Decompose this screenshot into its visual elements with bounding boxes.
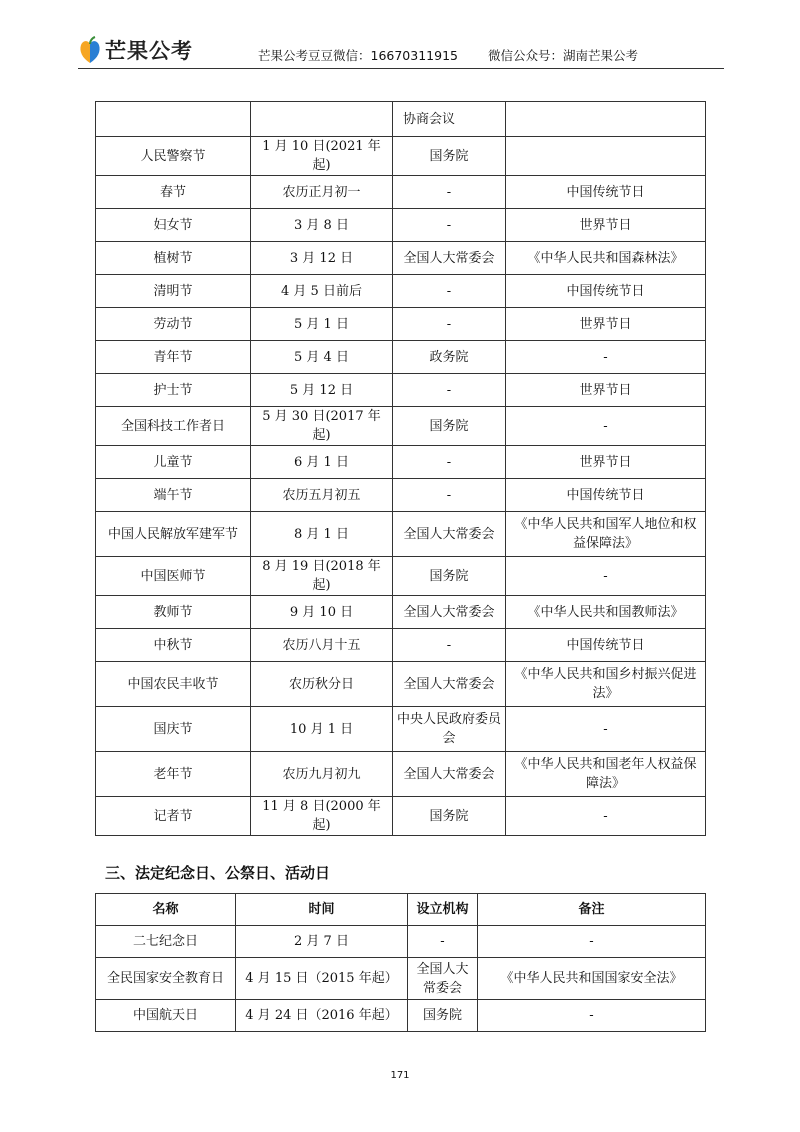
cell-institution: 全国人大常委会 [393,662,506,707]
header-public-account: 微信公众号：湖南芒果公考 [488,48,639,63]
cell-notes: 《中华人民共和国国家安全法》 [478,958,706,1000]
cell-institution: - [393,629,506,662]
table-row [96,176,706,209]
table-row [96,137,706,176]
cell-date [251,102,393,137]
cell-notes: - [506,341,706,374]
cell-institution: 全国人大常委会 [393,512,506,557]
page-header [78,34,724,69]
cell-name: 人民警察节 [96,137,251,176]
column-header-notes: 备注 [478,894,706,926]
table-row [96,479,706,512]
cell-notes [506,137,706,176]
column-header-time: 时间 [236,894,408,926]
cell-name [96,102,251,137]
cell-name: 青年节 [96,341,251,374]
cell-institution: 国务院 [393,557,506,596]
holiday-table [95,101,706,836]
cell-date: 农历八月十五 [251,629,393,662]
cell-institution: - [393,446,506,479]
cell-institution: 国务院 [393,797,506,836]
cell-date: 10 月 1 日 [251,707,393,752]
table-row [96,797,706,836]
cell-name: 中国航天日 [96,1000,236,1032]
cell-institution: - [393,176,506,209]
cell-notes: - [506,557,706,596]
cell-name: 妇女节 [96,209,251,242]
section-title: 三、法定纪念日、公祭日、活动日 [105,864,331,882]
cell-notes: - [478,926,706,958]
cell-name: 全民国家安全教育日 [96,958,236,1000]
cell-date: 4 月 5 日前后 [251,275,393,308]
table-row [96,308,706,341]
table-row [96,341,706,374]
cell-institution: - [393,308,506,341]
cell-date: 农历五月初五 [251,479,393,512]
cell-name: 清明节 [96,275,251,308]
cell-name: 记者节 [96,797,251,836]
cell-institution: - [393,374,506,407]
table-row [96,557,706,596]
cell-notes: 《中华人民共和国森林法》 [506,242,706,275]
cell-notes: 中国传统节日 [506,275,706,308]
cell-date: 农历正月初一 [251,176,393,209]
cell-notes: 中国传统节日 [506,176,706,209]
memorial-day-table-body [96,926,706,1032]
cell-date: 4 月 24 日（2016 年起） [236,1000,408,1032]
page-number: 171 [390,1070,410,1081]
cell-date: 8 月 1 日 [251,512,393,557]
cell-notes [506,102,706,137]
cell-name: 端午节 [96,479,251,512]
cell-name: 植树节 [96,242,251,275]
table-row [96,446,706,479]
cell-institution: 全国人大常委会 [393,242,506,275]
cell-date: 3 月 12 日 [251,242,393,275]
cell-date: 5 月 1 日 [251,308,393,341]
cell-name: 二七纪念日 [96,926,236,958]
logo-text: 芒果公考 [105,39,193,63]
cell-name: 教师节 [96,596,251,629]
cell-institution: 中央人民政府委员会 [393,707,506,752]
table-row [96,102,706,137]
column-header-institution: 设立机构 [408,894,478,926]
cell-notes: 《中华人民共和国军人地位和权益保障法》 [506,512,706,557]
cell-institution: - [408,926,478,958]
cell-notes: 《中华人民共和国教师法》 [506,596,706,629]
cell-name: 护士节 [96,374,251,407]
cell-name: 儿童节 [96,446,251,479]
cell-name: 中秋节 [96,629,251,662]
cell-notes: 世界节日 [506,374,706,407]
cell-institution: 协商会议 [393,102,506,137]
table-row [96,209,706,242]
cell-name: 中国农民丰收节 [96,662,251,707]
table-row [96,1000,706,1032]
table-row [96,275,706,308]
table-row [96,596,706,629]
cell-date: 6 月 1 日 [251,446,393,479]
cell-date: 5 月 12 日 [251,374,393,407]
cell-date: 农历秋分日 [251,662,393,707]
cell-notes: 中国传统节日 [506,479,706,512]
cell-institution: 全国人大常委会 [408,958,478,1000]
cell-notes: 中国传统节日 [506,629,706,662]
table-row [96,242,706,275]
cell-name: 中国人民解放军建军节 [96,512,251,557]
cell-date: 8 月 19 日(2018 年起) [251,557,393,596]
cell-institution: - [393,479,506,512]
cell-date: 4 月 15 日（2015 年起） [236,958,408,1000]
cell-notes: 世界节日 [506,446,706,479]
table-row [96,958,706,1000]
cell-date: 9 月 10 日 [251,596,393,629]
cell-name: 春节 [96,176,251,209]
cell-name: 国庆节 [96,707,251,752]
logo [78,36,193,64]
table-row [96,926,706,958]
cell-institution: 国务院 [393,407,506,446]
holiday-table-body [96,102,706,836]
cell-notes: - [506,797,706,836]
cell-notes: 《中华人民共和国乡村振兴促进法》 [506,662,706,707]
cell-notes: 世界节日 [506,209,706,242]
cell-notes: 《中华人民共和国老年人权益保障法》 [506,752,706,797]
header-wechat-contact: 芒果公考豆豆微信：16670311915 [258,48,458,63]
cell-notes: - [506,707,706,752]
cell-date: 3 月 8 日 [251,209,393,242]
table-row [96,662,706,707]
memorial-day-table [95,893,706,1032]
cell-institution: 全国人大常委会 [393,752,506,797]
cell-institution: 全国人大常委会 [393,596,506,629]
cell-notes: 世界节日 [506,308,706,341]
mango-logo-icon [78,36,102,64]
table-row [96,752,706,797]
cell-date: 农历九月初九 [251,752,393,797]
cell-notes: - [506,407,706,446]
cell-date: 1 月 10 日(2021 年起) [251,137,393,176]
cell-name: 劳动节 [96,308,251,341]
table-row [96,512,706,557]
cell-institution: - [393,209,506,242]
column-header-name: 名称 [96,894,236,926]
cell-date: 5 月 30 日(2017 年起) [251,407,393,446]
cell-date: 2 月 7 日 [236,926,408,958]
table-row [96,629,706,662]
cell-date: 11 月 8 日(2000 年起) [251,797,393,836]
table-row [96,407,706,446]
cell-institution: 国务院 [408,1000,478,1032]
cell-name: 老年节 [96,752,251,797]
cell-notes: - [478,1000,706,1032]
table-row [96,374,706,407]
cell-institution: 国务院 [393,137,506,176]
cell-name: 全国科技工作者日 [96,407,251,446]
cell-institution: - [393,275,506,308]
table-header-row [96,894,706,926]
cell-name: 中国医师节 [96,557,251,596]
cell-date: 5 月 4 日 [251,341,393,374]
table-row [96,707,706,752]
cell-institution: 政务院 [393,341,506,374]
